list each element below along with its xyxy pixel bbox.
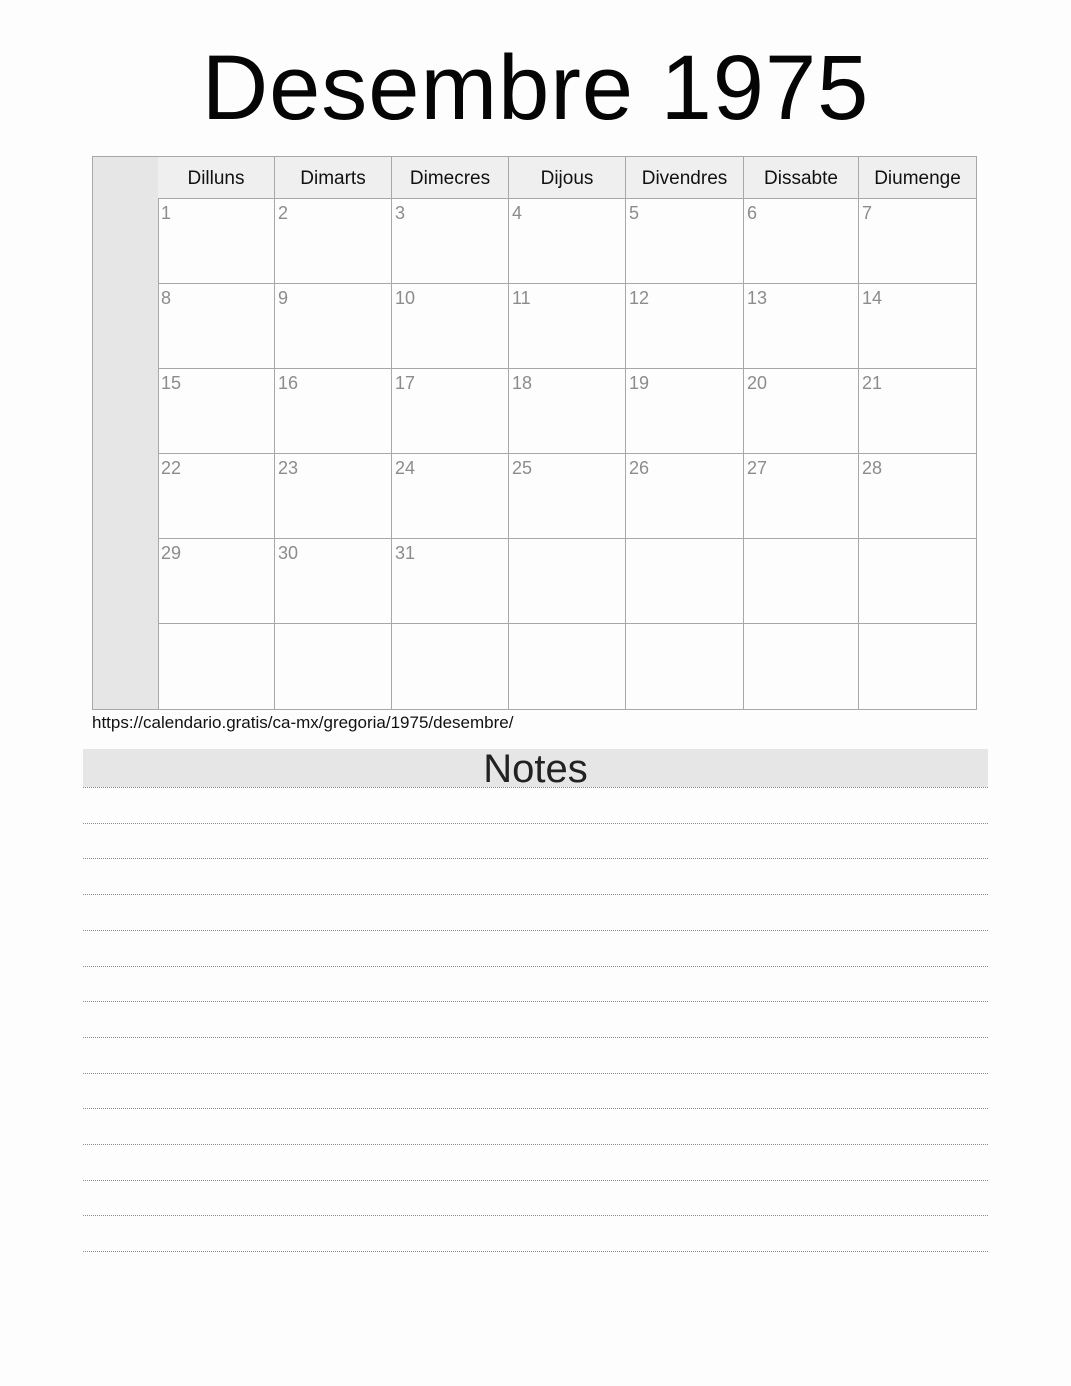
day-cell [158, 369, 275, 454]
day-cell [158, 454, 275, 539]
weekday-header: Diumenge [859, 157, 976, 199]
day-cell [859, 624, 976, 709]
day-number: 26 [629, 458, 650, 478]
day-cell [392, 539, 509, 624]
note-line [83, 823, 988, 824]
day-cell [744, 624, 859, 709]
day-cell [626, 624, 744, 709]
note-line [83, 1215, 988, 1216]
day-number: 15 [161, 373, 182, 393]
day-cell [392, 284, 509, 369]
day-number: 9 [278, 288, 289, 308]
weekday-header: Dissabte [744, 157, 859, 199]
day-number: 29 [161, 543, 182, 563]
day-cell [626, 284, 744, 369]
day-number: 21 [862, 373, 883, 393]
day-cell [626, 454, 744, 539]
day-number: 20 [747, 373, 768, 393]
day-cell [626, 539, 744, 624]
week-number-column [93, 157, 159, 709]
calendar-grid [158, 157, 976, 709]
day-number: 25 [512, 458, 533, 478]
day-number: 1 [161, 203, 172, 223]
day-number: 4 [512, 203, 523, 223]
day-number: 16 [278, 373, 299, 393]
day-cell [275, 199, 392, 284]
day-cell [744, 539, 859, 624]
day-number: 28 [862, 458, 883, 478]
day-cell [859, 454, 976, 539]
day-number: 10 [395, 288, 416, 308]
day-number: 2 [278, 203, 289, 223]
day-cell [744, 199, 859, 284]
day-cell [509, 369, 626, 454]
day-cell [392, 624, 509, 709]
note-line [83, 894, 988, 895]
note-line [83, 1251, 988, 1252]
day-cell [158, 284, 275, 369]
weekday-header: Divendres [626, 157, 744, 199]
weekday-header: Dimecres [392, 157, 509, 199]
day-number: 13 [747, 288, 768, 308]
day-number: 7 [862, 203, 873, 223]
day-cell [392, 369, 509, 454]
page-title: Desembre 1975 [201, 37, 870, 139]
day-number: 27 [747, 458, 768, 478]
day-number: 23 [278, 458, 299, 478]
day-cell [744, 369, 859, 454]
day-cell [626, 199, 744, 284]
day-cell [859, 369, 976, 454]
day-number: 24 [395, 458, 416, 478]
source-url: https://calendario.gratis/ca-mx/gregoria/1975/desembre/ [92, 713, 514, 732]
day-number: 30 [278, 543, 299, 563]
note-line [83, 930, 988, 931]
day-cell [509, 624, 626, 709]
day-cell [509, 199, 626, 284]
day-number: 5 [629, 203, 640, 223]
day-cell [626, 369, 744, 454]
day-cell [509, 539, 626, 624]
notes-heading: Notes [83, 749, 988, 787]
note-line [83, 966, 988, 967]
weekday-header: Dijous [509, 157, 626, 199]
day-cell [744, 454, 859, 539]
day-cell [158, 624, 275, 709]
day-cell [859, 539, 976, 624]
day-number: 31 [395, 543, 416, 563]
day-cell [509, 454, 626, 539]
day-cell [392, 454, 509, 539]
note-line [83, 1037, 988, 1038]
day-number: 11 [512, 288, 531, 308]
day-cell [275, 454, 392, 539]
day-cell [509, 284, 626, 369]
day-number: 14 [862, 288, 883, 308]
day-number: 12 [629, 288, 650, 308]
day-cell [158, 199, 275, 284]
note-line [83, 1108, 988, 1109]
day-number: 19 [629, 373, 650, 393]
note-line [83, 858, 988, 859]
day-number: 22 [161, 458, 182, 478]
calendar-table [92, 156, 977, 710]
day-cell [275, 624, 392, 709]
day-cell [275, 284, 392, 369]
day-number: 17 [395, 373, 416, 393]
day-number: 6 [747, 203, 758, 223]
day-cell [158, 539, 275, 624]
day-number: 18 [512, 373, 533, 393]
day-cell [275, 539, 392, 624]
day-cell [859, 199, 976, 284]
note-line [83, 1180, 988, 1181]
note-line [83, 1144, 988, 1145]
day-cell [744, 284, 859, 369]
weekday-header: Dimarts [275, 157, 392, 199]
day-number: 8 [161, 288, 172, 308]
weekday-header: Dilluns [158, 157, 275, 199]
day-number: 3 [395, 203, 406, 223]
note-line [83, 1073, 988, 1074]
note-line [83, 1001, 988, 1002]
day-cell [275, 369, 392, 454]
day-cell [859, 284, 976, 369]
day-cell [392, 199, 509, 284]
note-line [83, 787, 988, 788]
